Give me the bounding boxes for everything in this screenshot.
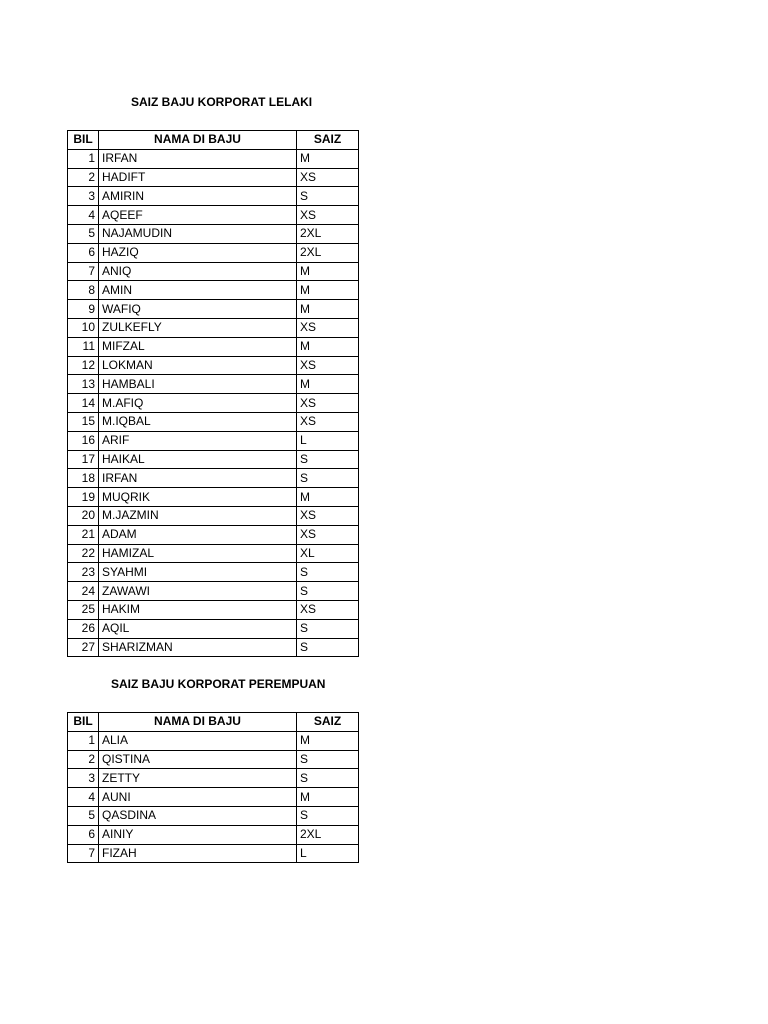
cell-nama: MUQRIK (99, 488, 297, 507)
table-row (68, 356, 359, 375)
cell-saiz: XS (297, 394, 359, 413)
cell-saiz: M (297, 337, 359, 356)
cell-nama: NAJAMUDIN (99, 224, 297, 243)
table-row (68, 525, 359, 544)
table-row (68, 488, 359, 507)
cell-nama: AQEEF (99, 206, 297, 225)
cell-nama: ANIQ (99, 262, 297, 281)
cell-saiz: 2XL (297, 243, 359, 262)
header-saiz: SAIZ (297, 131, 359, 150)
cell-saiz: S (297, 187, 359, 206)
cell-bil: 1 (68, 149, 99, 168)
table-row (68, 318, 359, 337)
cell-saiz: M (297, 149, 359, 168)
table-row (68, 262, 359, 281)
table-row (68, 619, 359, 638)
cell-bil: 5 (68, 806, 99, 825)
cell-bil: 6 (68, 243, 99, 262)
cell-nama: M.JAZMIN (99, 506, 297, 525)
table-row (68, 825, 359, 844)
cell-bil: 3 (68, 187, 99, 206)
cell-nama: ZULKEFLY (99, 318, 297, 337)
cell-saiz: M (297, 262, 359, 281)
table-row (68, 600, 359, 619)
cell-nama: QISTINA (99, 750, 297, 769)
table-row (68, 206, 359, 225)
cell-nama: ADAM (99, 525, 297, 544)
cell-saiz: XS (297, 600, 359, 619)
table-header-row (68, 131, 359, 150)
table-row (68, 337, 359, 356)
cell-bil: 7 (68, 844, 99, 863)
cell-saiz: S (297, 806, 359, 825)
header-bil: BIL (68, 131, 99, 150)
table-row (68, 300, 359, 319)
cell-saiz: M (297, 281, 359, 300)
cell-bil: 22 (68, 544, 99, 563)
cell-bil: 1 (68, 731, 99, 750)
cell-nama: HAMIZAL (99, 544, 297, 563)
table-perempuan (67, 712, 359, 863)
cell-bil: 14 (68, 394, 99, 413)
cell-nama: AMIN (99, 281, 297, 300)
table-row (68, 450, 359, 469)
table-row (68, 563, 359, 582)
table-row (68, 638, 359, 657)
cell-nama: M.IQBAL (99, 412, 297, 431)
cell-bil: 11 (68, 337, 99, 356)
cell-saiz: M (297, 300, 359, 319)
table-row (68, 394, 359, 413)
cell-bil: 4 (68, 206, 99, 225)
table-lelaki (67, 130, 359, 657)
cell-saiz: M (297, 731, 359, 750)
table-row (68, 431, 359, 450)
cell-bil: 12 (68, 356, 99, 375)
cell-nama: IRFAN (99, 149, 297, 168)
table-row (68, 281, 359, 300)
header-bil: BIL (68, 713, 99, 732)
table-row (68, 582, 359, 601)
cell-saiz: S (297, 450, 359, 469)
cell-saiz: XS (297, 506, 359, 525)
cell-nama: AMIRIN (99, 187, 297, 206)
header-nama: NAMA DI BAJU (99, 713, 297, 732)
cell-bil: 18 (68, 469, 99, 488)
cell-nama: ARIF (99, 431, 297, 450)
cell-bil: 7 (68, 262, 99, 281)
cell-bil: 26 (68, 619, 99, 638)
cell-bil: 8 (68, 281, 99, 300)
table-row (68, 243, 359, 262)
cell-saiz: S (297, 769, 359, 788)
cell-saiz: L (297, 431, 359, 450)
cell-saiz: S (297, 750, 359, 769)
table-row (68, 224, 359, 243)
table-row (68, 788, 359, 807)
title-perempuan: SAIZ BAJU KORPORAT PEREMPUAN (111, 677, 326, 691)
cell-nama: HADIFT (99, 168, 297, 187)
cell-bil: 23 (68, 563, 99, 582)
cell-saiz: M (297, 375, 359, 394)
cell-bil: 3 (68, 769, 99, 788)
cell-bil: 13 (68, 375, 99, 394)
cell-saiz: S (297, 638, 359, 657)
cell-saiz: XS (297, 168, 359, 187)
cell-nama: SHARIZMAN (99, 638, 297, 657)
title-lelaki: SAIZ BAJU KORPORAT LELAKI (131, 95, 313, 109)
cell-nama: MIFZAL (99, 337, 297, 356)
cell-bil: 17 (68, 450, 99, 469)
table-row (68, 806, 359, 825)
cell-nama: AUNI (99, 788, 297, 807)
cell-saiz: S (297, 469, 359, 488)
table-row (68, 149, 359, 168)
cell-nama: LOKMAN (99, 356, 297, 375)
cell-bil: 16 (68, 431, 99, 450)
table-row (68, 769, 359, 788)
cell-bil: 5 (68, 224, 99, 243)
cell-saiz: XS (297, 206, 359, 225)
cell-nama: HAZIQ (99, 243, 297, 262)
table-row (68, 375, 359, 394)
cell-bil: 4 (68, 788, 99, 807)
cell-saiz: XS (297, 318, 359, 337)
table-row (68, 506, 359, 525)
cell-bil: 2 (68, 750, 99, 769)
cell-bil: 24 (68, 582, 99, 601)
cell-bil: 25 (68, 600, 99, 619)
table-row (68, 168, 359, 187)
header-saiz: SAIZ (297, 713, 359, 732)
cell-saiz: S (297, 619, 359, 638)
cell-nama: WAFIQ (99, 300, 297, 319)
cell-nama: AQIL (99, 619, 297, 638)
cell-saiz: 2XL (297, 224, 359, 243)
cell-bil: 15 (68, 412, 99, 431)
cell-saiz: 2XL (297, 825, 359, 844)
table-row (68, 750, 359, 769)
table-row (68, 731, 359, 750)
cell-saiz: XS (297, 412, 359, 431)
header-nama: NAMA DI BAJU (99, 131, 297, 150)
cell-nama: M.AFIQ (99, 394, 297, 413)
cell-saiz: S (297, 563, 359, 582)
cell-nama: AINIY (99, 825, 297, 844)
cell-saiz: S (297, 582, 359, 601)
cell-nama: HAIKAL (99, 450, 297, 469)
cell-nama: ALIA (99, 731, 297, 750)
cell-bil: 2 (68, 168, 99, 187)
cell-nama: ZAWAWI (99, 582, 297, 601)
cell-nama: SYAHMI (99, 563, 297, 582)
cell-bil: 10 (68, 318, 99, 337)
table-row (68, 544, 359, 563)
cell-nama: HAMBALI (99, 375, 297, 394)
cell-saiz: XL (297, 544, 359, 563)
table-row (68, 412, 359, 431)
cell-saiz: L (297, 844, 359, 863)
cell-saiz: M (297, 488, 359, 507)
cell-nama: FIZAH (99, 844, 297, 863)
cell-nama: HAKIM (99, 600, 297, 619)
table-row (68, 844, 359, 863)
table-row (68, 187, 359, 206)
cell-bil: 6 (68, 825, 99, 844)
cell-bil: 21 (68, 525, 99, 544)
cell-saiz: XS (297, 356, 359, 375)
cell-bil: 19 (68, 488, 99, 507)
cell-bil: 27 (68, 638, 99, 657)
cell-nama: IRFAN (99, 469, 297, 488)
cell-bil: 20 (68, 506, 99, 525)
cell-saiz: XS (297, 525, 359, 544)
cell-bil: 9 (68, 300, 99, 319)
cell-nama: QASDINA (99, 806, 297, 825)
table-header-row (68, 713, 359, 732)
table-row (68, 469, 359, 488)
cell-saiz: M (297, 788, 359, 807)
cell-nama: ZETTY (99, 769, 297, 788)
